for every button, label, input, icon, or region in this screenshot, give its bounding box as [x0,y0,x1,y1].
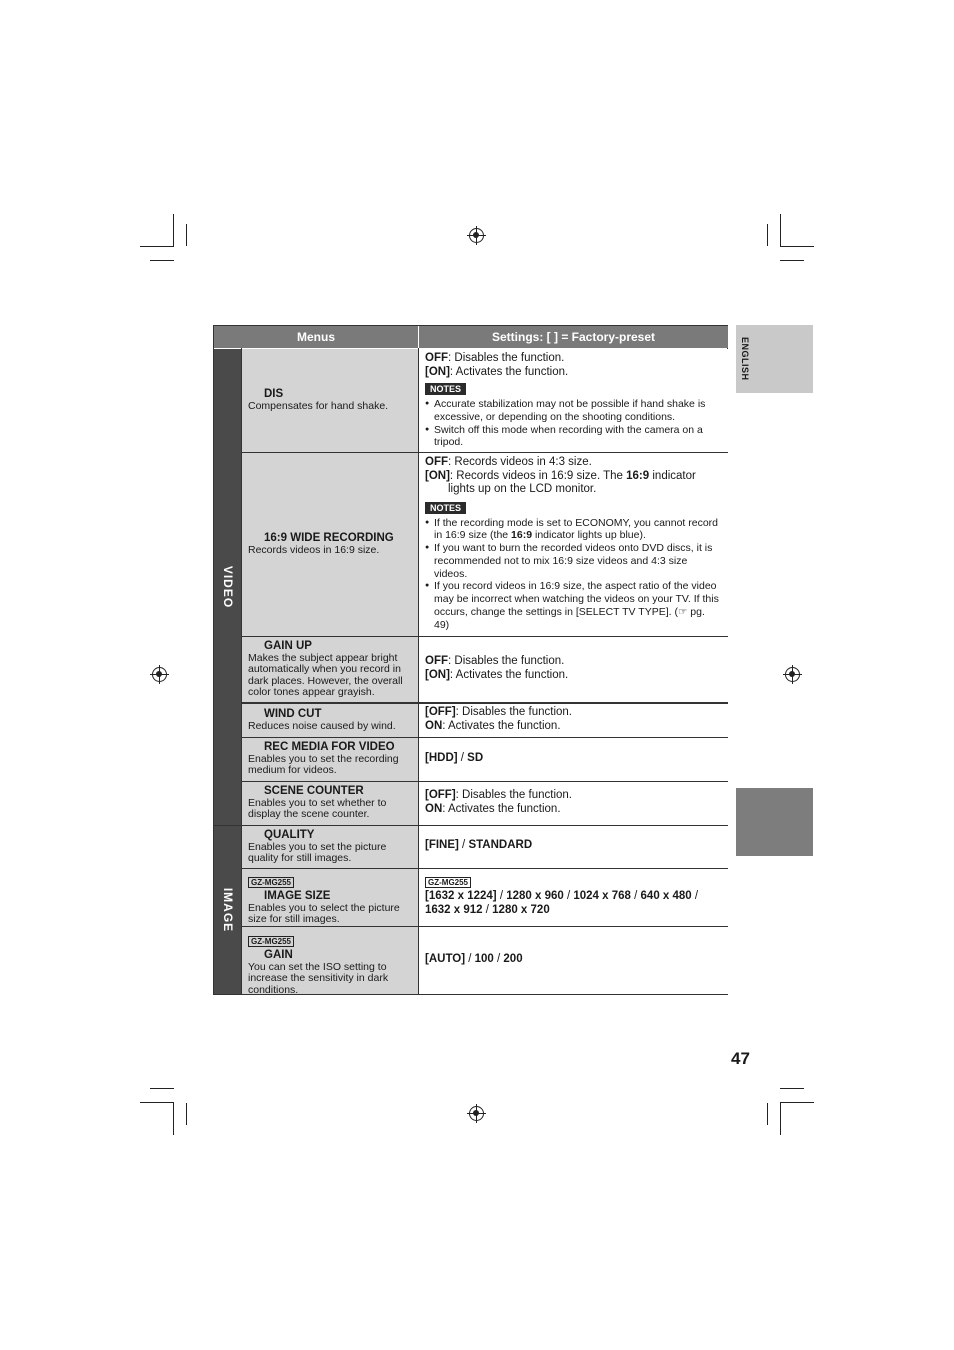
category-image [214,826,241,994]
menu-cell-scene-counter [242,782,419,825]
option-separator: / [465,953,475,965]
option-separator: / [563,890,574,902]
notes-label: NOTES [425,502,466,514]
option-text: : Records videos in 16:9 size. The [449,469,627,482]
notes-label: NOTES [425,383,466,395]
menu-name: GAIN [264,949,293,961]
crop-mark [173,1103,174,1135]
column-divider [418,348,419,994]
menu-desc: Enables you to set the picture quality for still images. [248,841,387,865]
option-separator: / [458,839,469,851]
crop-mark [140,1102,174,1103]
menu-desc: Enables you to set the recording medium for videos. [248,753,399,777]
option-text: : Activates the function. [449,365,569,378]
option-value: 1280 x 720 [492,903,550,916]
setting-line [425,366,722,380]
menu-name: REC MEDIA FOR VIDEO [264,741,395,753]
setting-line [425,669,722,683]
settings-cell-wide-recording [419,453,728,636]
menu-name: SCENE COUNTER [264,785,364,797]
category-image-label: IMAGE [220,887,235,933]
settings-cell-scene-counter [419,782,728,825]
option-value: [1632 x 1224] [425,890,497,902]
language-tab [736,325,813,393]
note-text: pg. 49) [434,606,705,631]
note-emphasis: 16:9 [511,529,533,542]
menu-desc: Enables you to select the picture size for still images. [248,902,400,926]
crop-mark [186,224,187,246]
menu-cell-dis [242,349,419,452]
page-reference-icon: ☞ [677,606,688,619]
option-text: indicator lights up on the LCD monitor. [448,469,696,495]
settings-cell-dis [419,349,728,452]
option-key: ON [425,719,443,732]
setting-line [425,890,722,917]
note-item [425,517,722,543]
menu-cell-wide-recording [242,453,419,636]
menu-cell-gain [242,927,419,994]
option-key: [ON] [425,668,450,681]
menu-name: IMAGE SIZE [264,890,331,902]
option-text: : Disables the function. [455,706,572,718]
registration-mark-icon [469,228,484,243]
menu-cell-gain-up [242,637,419,702]
menu-desc: Compensates for hand shake. [248,400,389,412]
option-key: OFF [425,655,448,667]
crop-mark [150,260,174,261]
header-settings: Settings: [ ] = Factory-preset [419,326,728,348]
category-video [214,349,241,825]
option-text: : Activates the function. [442,802,561,815]
header-menus: Menus [214,326,418,348]
settings-cell-quality [419,826,728,868]
menu-name: DIS [264,388,284,400]
registration-mark-icon [785,667,800,682]
menu-desc: Reduces noise caused by wind. [248,720,396,732]
crop-mark [780,1088,804,1089]
crop-mark [173,214,174,246]
crop-mark [140,246,174,247]
setting-line [425,752,722,766]
menu-desc: Enables you to set whether to display the scene counter. [248,797,387,821]
crop-mark [150,1088,174,1089]
option-value: 200 [503,953,523,965]
option-value: STANDARD [468,839,533,851]
settings-cell-gain [419,927,728,994]
option-value: 1280 x 960 [506,890,564,902]
crop-mark [780,1102,814,1103]
option-key: OFF [425,456,448,468]
option-value: [HDD] [425,752,458,764]
registration-mark-icon [469,1106,484,1121]
crop-mark [767,1103,768,1125]
registration-mark-icon [152,667,167,682]
crop-mark [780,1103,781,1135]
option-separator: / [457,752,468,764]
crop-mark [780,214,781,246]
option-text: : Activates the function. [449,668,569,681]
option-key: [OFF] [425,706,456,718]
menu-desc: Makes the subject appear bright automatically when you record in dark places. However, the overall color tones appear grayish. [248,652,403,698]
option-separator: / [630,890,641,902]
menu-cell-rec-media [242,738,419,781]
crop-mark [186,1103,187,1125]
option-separator: / [493,953,504,965]
option-separator: / [482,903,493,916]
setting-line [425,803,722,817]
crop-mark [780,260,804,261]
option-text: : Disables the function. [455,789,572,801]
menu-cell-image-size [242,869,419,926]
menu-cell-quality [242,826,419,868]
option-key: [ON] [425,469,450,482]
option-value: 100 [474,953,494,965]
setting-line [425,655,722,669]
note-text: If the recording mode is set to ECONOMY, you cannot record in 16:9 size (the [434,516,719,542]
note-item: ● If you want to burn the recorded videos onto DVD discs, it is recommended not to mix 16:9 size videos and 4:3 size videos. [425,542,722,580]
menu-desc: You can set the ISO setting to increase the sensitivity in dark conditions. [248,961,389,996]
option-value: 1024 x 768 [573,890,631,902]
option-key: ON [425,802,443,815]
option-value: [FINE] [425,839,459,851]
note-item: ● Accurate stabilization may not be possible if hand shake is excessive, or depending on the shooting conditions. [425,398,722,424]
option-key: OFF [425,352,448,364]
setting-line [425,706,722,720]
option-text: : Records videos in 4:3 size. [448,456,592,468]
settings-cell-rec-media [419,738,728,781]
option-value: [AUTO] [425,953,466,965]
option-key: [ON] [425,365,450,378]
option-text: : Disables the function. [448,352,565,364]
setting-line [425,839,722,853]
option-key: [OFF] [425,789,456,801]
note-item: ● Switch off this mode when recording with the camera on a tripod. [425,424,722,450]
option-value: 640 x 480 [640,890,692,902]
note-item [425,580,722,631]
note-text: indicator lights up blue). [532,529,646,542]
page-number: 47 [731,1049,750,1068]
option-separator: / [496,890,507,902]
menu-cell-wind-cut [242,704,419,737]
settings-cell-wind-cut [419,704,728,737]
model-badge: GZ-MG255 [248,936,294,947]
category-video-label: VIDEO [220,565,235,609]
settings-cell-image-size [419,869,728,926]
menu-name: 16:9 WIDE RECORDING [264,532,394,544]
settings-cell-gain-up [419,637,728,702]
setting-line [425,352,722,366]
option-separator: / [691,890,699,902]
crop-mark [767,224,768,246]
model-badge: GZ-MG255 [248,877,294,888]
menu-name: QUALITY [264,829,315,841]
model-badge: GZ-MG255 [425,877,471,888]
section-tab [736,788,813,856]
crop-mark [780,246,814,247]
option-value: 1632 x 912 [425,903,483,916]
setting-line [425,953,722,967]
setting-line [425,470,722,497]
language-label: ENGLISH [740,337,750,381]
menu-name: GAIN UP [264,640,312,652]
setting-line [425,456,722,470]
note-text: If you record videos in 16:9 size, the aspect ratio of the video may be incorrect when watching the videos on your TV. If this occurs, change the settings in [SELECT TV TYPE]. ( [434,580,719,619]
menu-name: WIND CUT [264,708,322,720]
setting-line [425,720,722,734]
option-emphasis: 16:9 [626,469,650,482]
option-value: SD [467,752,484,764]
setting-line [425,789,722,803]
header-divider [418,326,419,348]
menu-settings-table [213,325,728,995]
option-text: : Activates the function. [442,719,561,732]
option-text: : Disables the function. [448,655,565,667]
menu-desc: Records videos in 16:9 size. [248,544,380,556]
